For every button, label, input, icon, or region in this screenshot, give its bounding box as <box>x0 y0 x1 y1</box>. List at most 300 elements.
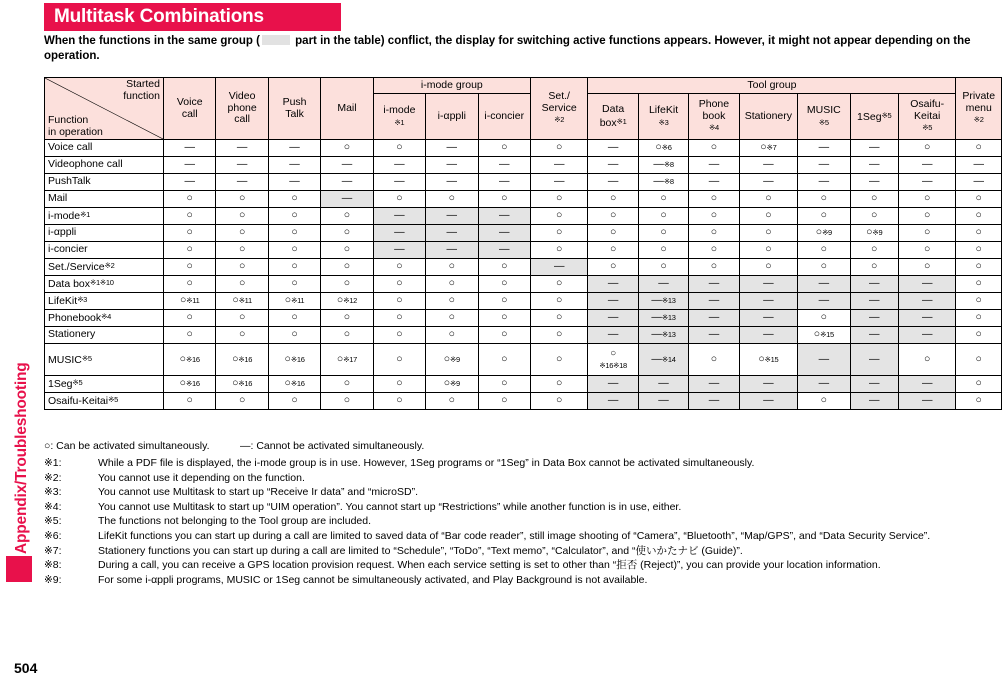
cell-value <box>394 244 405 255</box>
page-number: 504 <box>14 660 38 676</box>
row-header-data-box <box>45 276 164 293</box>
col-header-mail <box>321 78 373 140</box>
cell-symbol: ○ <box>710 243 718 256</box>
cell-value <box>232 354 252 365</box>
cell-symbol: — <box>607 158 619 171</box>
cell-value <box>976 227 982 238</box>
col-header-osaifu <box>898 94 956 140</box>
col-header-line: Service <box>541 101 577 114</box>
cell-symbol: ○ <box>284 377 291 390</box>
side-tab-label: Appendix/Troubleshooting <box>13 362 30 554</box>
cell-value <box>924 261 930 272</box>
col-header-line: Osaifu- <box>910 98 945 111</box>
cell-symbol: — <box>651 352 662 365</box>
matrix-cell <box>588 393 638 410</box>
matrix-cell <box>321 174 373 191</box>
legend-can: ○: Can be activated simultaneously. <box>44 440 210 452</box>
cell-value <box>821 395 827 406</box>
side-tab-marker <box>6 556 32 582</box>
matrix-cell <box>268 140 320 157</box>
cell-value <box>184 176 195 187</box>
table-row <box>45 225 1002 242</box>
cell-value <box>449 395 455 406</box>
cell-value <box>394 176 405 187</box>
cell-value <box>449 261 455 272</box>
table-row <box>45 310 1002 327</box>
matrix-cell <box>739 327 797 344</box>
matrix-cell <box>268 293 320 310</box>
col-header-voice_call <box>163 78 215 140</box>
cell-symbol: ○ <box>232 294 239 307</box>
matrix-cell <box>898 393 956 410</box>
cell-symbol: ○ <box>765 192 772 205</box>
cell-value <box>973 159 984 170</box>
cell-value <box>651 312 675 323</box>
cell-value <box>660 193 666 204</box>
cell-symbol: ○ <box>975 394 982 407</box>
cell-value <box>239 329 245 340</box>
matrix-cell <box>373 140 425 157</box>
cell-symbol: ○ <box>443 377 451 390</box>
cell-value <box>187 261 193 272</box>
matrix-cell <box>689 393 739 410</box>
matrix-cell <box>321 293 373 310</box>
cell-symbol: ○ <box>975 311 982 324</box>
cell-value <box>344 210 350 221</box>
cell-value <box>976 261 982 272</box>
col-header-line: book <box>702 109 726 122</box>
cell-value <box>396 395 402 406</box>
footnote-text: You cannot use it depending on the function. <box>98 471 305 484</box>
cell-symbol: — <box>818 294 830 307</box>
footnote-item <box>44 529 1002 544</box>
col-header-music <box>798 94 850 140</box>
matrix-cell <box>588 344 638 376</box>
cell-symbol: ○ <box>871 243 878 256</box>
cell-symbol: ○ <box>556 394 563 407</box>
cell-value <box>232 378 252 389</box>
matrix-cell <box>321 140 373 157</box>
cell-symbol: — <box>394 209 405 222</box>
cell-value <box>187 244 193 255</box>
cell-symbol: — <box>236 141 248 154</box>
matrix-cell <box>588 259 638 276</box>
matrix-cell <box>898 157 956 174</box>
cell-value <box>239 395 245 406</box>
footnote-marker: ※2 <box>973 115 984 125</box>
footnote-marker: ※11 <box>291 296 305 306</box>
cell-symbol: ○ <box>820 192 827 205</box>
cell-value <box>285 378 305 389</box>
cell-value <box>344 142 350 153</box>
cell-symbol: ○ <box>765 226 772 239</box>
cell-value <box>556 142 562 153</box>
cell-symbol: ○ <box>448 260 455 273</box>
cell-symbol: — <box>763 158 774 171</box>
cell-value <box>758 354 778 365</box>
group-header-imode: i-mode group <box>373 78 530 94</box>
cell-value <box>922 278 933 289</box>
footnote-marker: ※13 <box>661 313 676 323</box>
intro-text-before: When the functions in the same group ( <box>44 35 260 47</box>
cell-value <box>763 312 774 323</box>
matrix-cell <box>850 208 898 225</box>
footnote-marker: ※13 <box>661 296 676 306</box>
cell-value <box>396 278 402 289</box>
cell-value <box>291 278 297 289</box>
col-header-phonebook <box>689 94 739 140</box>
footnote-number: ※4: <box>44 500 62 513</box>
cell-symbol: ○ <box>501 192 508 205</box>
matrix-cell <box>898 327 956 344</box>
cell-symbol: — <box>708 175 720 188</box>
col-header-videophone_call <box>216 78 268 140</box>
cell-value <box>501 395 507 406</box>
table-row <box>45 208 1002 225</box>
matrix-cell <box>689 225 739 242</box>
row-header-lifekit <box>45 293 164 310</box>
row-header-mail <box>45 191 164 208</box>
matrix-cell <box>216 208 268 225</box>
cell-symbol: — <box>446 209 458 222</box>
cell-symbol: ○ <box>975 192 982 205</box>
matrix-cell <box>739 376 797 393</box>
cell-symbol: — <box>818 352 830 365</box>
footnote-marker: ※16 <box>238 379 253 389</box>
cell-symbol: — <box>607 294 619 307</box>
cell-symbol: ○ <box>186 277 193 290</box>
cell-value <box>924 210 930 221</box>
footnote-marker: ※1 <box>616 116 627 126</box>
table-row <box>45 191 1002 208</box>
cell-value <box>187 227 193 238</box>
footnote-item <box>44 514 1002 529</box>
cell-value <box>449 193 455 204</box>
row-header-osaifu-keitai <box>45 393 164 410</box>
matrix-cell <box>216 293 268 310</box>
row-header-set-service <box>45 259 164 276</box>
cell-value <box>556 210 562 221</box>
footnote-marker: ※17 <box>343 354 357 364</box>
matrix-cell <box>638 376 688 393</box>
footnote-marker: ※14 <box>661 354 676 364</box>
matrix-cell <box>268 208 320 225</box>
cell-symbol: — <box>289 141 300 154</box>
cell-value <box>608 378 619 389</box>
matrix-cell <box>163 225 215 242</box>
cell-symbol: — <box>184 175 195 188</box>
footnote-item <box>44 558 1002 573</box>
cell-value <box>447 159 458 170</box>
footnote-item <box>44 471 1002 486</box>
matrix-cell <box>956 376 1002 393</box>
matrix-cell <box>268 327 320 344</box>
matrix-cell <box>426 242 478 259</box>
cell-symbol: ○ <box>396 352 403 365</box>
cell-symbol: ○ <box>866 226 873 239</box>
cell-symbol: — <box>921 394 933 407</box>
cell-symbol: ○ <box>448 277 455 290</box>
cell-value <box>501 193 507 204</box>
matrix-cell <box>478 310 530 327</box>
cell-value <box>239 244 245 255</box>
row-header-label: MUSIC <box>48 353 82 366</box>
row-header-label: LifeKit <box>48 295 78 308</box>
cell-value <box>653 159 673 170</box>
col-header-lifekit <box>638 94 688 140</box>
col-header-line: LifeKit <box>648 104 679 116</box>
cell-symbol: — <box>658 277 669 290</box>
cell-value <box>711 193 717 204</box>
row-header-label: i-αppli <box>48 226 77 239</box>
col-header-line: menu <box>965 101 992 114</box>
footnote-number: ※3: <box>44 486 62 499</box>
matrix-cell <box>638 293 688 310</box>
cell-symbol: ○ <box>284 352 291 365</box>
cell-symbol: — <box>651 294 662 307</box>
cell-value <box>765 244 771 255</box>
col-header-set_service <box>530 78 587 140</box>
cell-value <box>556 395 562 406</box>
matrix-cell <box>689 157 739 174</box>
cell-value <box>396 142 402 153</box>
cell-symbol: ○ <box>238 226 246 239</box>
matrix-cell <box>588 242 638 259</box>
cell-symbol: ○ <box>238 328 246 341</box>
footnote-marker: ※15 <box>820 330 834 340</box>
row-header-label: i-mode <box>48 210 81 223</box>
cell-symbol: ○ <box>924 192 931 205</box>
cell-value <box>655 142 671 153</box>
cell-symbol: — <box>236 175 248 188</box>
matrix-cell <box>426 174 478 191</box>
cell-value <box>821 210 827 221</box>
cell-value <box>821 193 827 204</box>
matrix-cell <box>638 157 688 174</box>
cell-symbol: ○ <box>820 209 827 222</box>
matrix-cell <box>898 174 956 191</box>
row-header-label: 1Seg <box>48 378 73 391</box>
cell-value <box>976 395 982 406</box>
cell-symbol: ○ <box>924 243 931 256</box>
cell-value <box>499 244 510 255</box>
cell-value <box>924 193 930 204</box>
cell-symbol: — <box>651 311 662 324</box>
matrix-cell <box>898 191 956 208</box>
footnote-marker: ※11 <box>186 296 200 306</box>
matrix-cell <box>850 344 898 376</box>
matrix-cell <box>638 140 688 157</box>
cell-value <box>291 312 297 323</box>
table-row <box>45 242 1002 259</box>
cell-symbol: ○ <box>291 226 298 239</box>
matrix-cell <box>638 242 688 259</box>
col-header-line: MUSIC <box>806 104 841 116</box>
matrix-cell <box>373 276 425 293</box>
matrix-cell <box>268 225 320 242</box>
matrix-cell <box>898 293 956 310</box>
footnote-marker: ※11 <box>238 296 252 306</box>
matrix-cell <box>850 259 898 276</box>
cell-symbol: — <box>921 175 933 188</box>
footnote-marker: ※5 <box>72 378 83 388</box>
matrix-cell <box>798 344 850 376</box>
cell-value <box>187 329 193 340</box>
cell-symbol: ○ <box>609 209 617 222</box>
footnote-marker: ※4 <box>709 123 719 133</box>
matrix-cell <box>373 174 425 191</box>
cell-symbol: ○ <box>975 294 982 307</box>
table-row <box>45 293 1002 310</box>
cell-symbol: ○ <box>232 377 239 390</box>
cell-value <box>239 312 245 323</box>
cell-value <box>342 176 353 187</box>
cell-symbol: — <box>868 328 880 341</box>
cell-value <box>976 193 982 204</box>
cell-symbol: ○ <box>975 243 982 256</box>
matrix-cell <box>850 191 898 208</box>
table-row <box>45 157 1002 174</box>
matrix-cell <box>216 174 268 191</box>
cell-symbol: ○ <box>186 209 193 222</box>
cell-symbol: ○ <box>284 294 292 307</box>
cell-symbol: — <box>341 192 353 205</box>
matrix-cell <box>956 259 1002 276</box>
matrix-cell <box>163 259 215 276</box>
matrix-cell <box>739 208 797 225</box>
cell-value <box>819 176 830 187</box>
cell-symbol: ○ <box>975 352 982 365</box>
cell-symbol: — <box>708 394 720 407</box>
matrix-cell <box>373 191 425 208</box>
matrix-cell <box>588 276 638 293</box>
matrix-cell <box>216 327 268 344</box>
cell-symbol: ○ <box>710 352 718 365</box>
cell-value <box>396 312 402 323</box>
cell-value <box>187 210 193 221</box>
matrix-cell <box>798 191 850 208</box>
matrix-cell <box>530 157 587 174</box>
row-header-videophone-call <box>45 157 164 174</box>
matrix-cell <box>956 208 1002 225</box>
row-header-music <box>45 344 164 376</box>
table-row <box>45 344 1002 376</box>
cell-symbol: ○ <box>232 352 239 365</box>
cell-value <box>239 278 245 289</box>
cell-symbol: — <box>818 277 830 290</box>
matrix-cell <box>898 225 956 242</box>
cell-symbol: — <box>708 294 720 307</box>
matrix-cell <box>798 225 850 242</box>
cell-symbol: — <box>607 394 619 407</box>
cell-symbol: ○ <box>609 192 617 205</box>
cell-symbol: ○ <box>343 277 351 290</box>
cell-value <box>763 395 774 406</box>
matrix-cell <box>321 276 373 293</box>
cell-symbol: ○ <box>343 260 351 273</box>
row-header-label: Mail <box>48 192 68 205</box>
cell-symbol: — <box>658 394 669 407</box>
matrix-body <box>45 140 1002 410</box>
matrix-cell <box>798 393 850 410</box>
cell-symbol: ○ <box>975 209 982 222</box>
matrix-cell <box>956 310 1002 327</box>
matrix-cell <box>798 376 850 393</box>
footnote-marker: ※3 <box>658 117 669 127</box>
cell-value <box>709 395 720 406</box>
row-header-i-mode <box>45 208 164 225</box>
cell-symbol: ○ <box>238 311 246 324</box>
matrix-cell <box>588 310 638 327</box>
footnote-marker: ※16 <box>238 354 253 364</box>
cell-symbol: — <box>394 158 405 171</box>
matrix-cell <box>163 276 215 293</box>
cell-value <box>819 142 830 153</box>
cell-symbol: ○ <box>343 311 351 324</box>
cell-symbol: ○ <box>501 394 508 407</box>
cell-value <box>285 354 305 365</box>
cell-value <box>556 193 562 204</box>
cell-symbol: ○ <box>396 394 403 407</box>
cell-symbol: — <box>708 377 720 390</box>
matrix-cell <box>638 310 688 327</box>
cell-value <box>556 329 562 340</box>
table-row <box>45 327 1002 344</box>
matrix-cell <box>373 225 425 242</box>
footnote-marker: ※9 <box>872 228 883 238</box>
matrix-cell <box>321 191 373 208</box>
cell-symbol: ○ <box>291 328 298 341</box>
matrix-cell <box>478 157 530 174</box>
cell-value <box>660 261 666 272</box>
cell-value <box>239 193 245 204</box>
matrix-cell <box>478 376 530 393</box>
row-header-label: i-concier <box>48 243 88 256</box>
cell-symbol: ○ <box>556 328 563 341</box>
cell-value <box>501 378 507 389</box>
cell-symbol: — <box>763 328 774 341</box>
cell-symbol: ○ <box>501 377 508 390</box>
cell-value <box>447 227 458 238</box>
cell-symbol: ○ <box>343 226 351 239</box>
matrix-cell <box>478 225 530 242</box>
footnote-marker: ※5 <box>922 123 933 133</box>
matrix-cell <box>321 327 373 344</box>
matrix-cell <box>163 293 215 310</box>
cell-symbol: — <box>394 226 405 239</box>
matrix-cell <box>588 157 638 174</box>
matrix-header <box>45 78 1002 140</box>
cell-value <box>869 295 880 306</box>
cell-value <box>556 354 562 365</box>
cell-value <box>342 193 353 204</box>
cell-symbol: ○ <box>343 377 351 390</box>
matrix-cell <box>373 293 425 310</box>
matrix-cell <box>898 276 956 293</box>
cell-symbol: ○ <box>343 141 351 154</box>
matrix-cell <box>478 191 530 208</box>
col-header-line: Push <box>282 96 307 108</box>
cell-value <box>184 142 195 153</box>
cell-symbol: ○ <box>396 311 403 324</box>
cell-value <box>394 210 405 221</box>
col-header-private_menu <box>956 78 1002 140</box>
col-header-line: Stationery <box>744 109 793 122</box>
matrix-cell <box>689 327 739 344</box>
cell-symbol: ○ <box>871 192 878 205</box>
cell-value <box>976 378 982 389</box>
matrix-cell <box>739 191 797 208</box>
